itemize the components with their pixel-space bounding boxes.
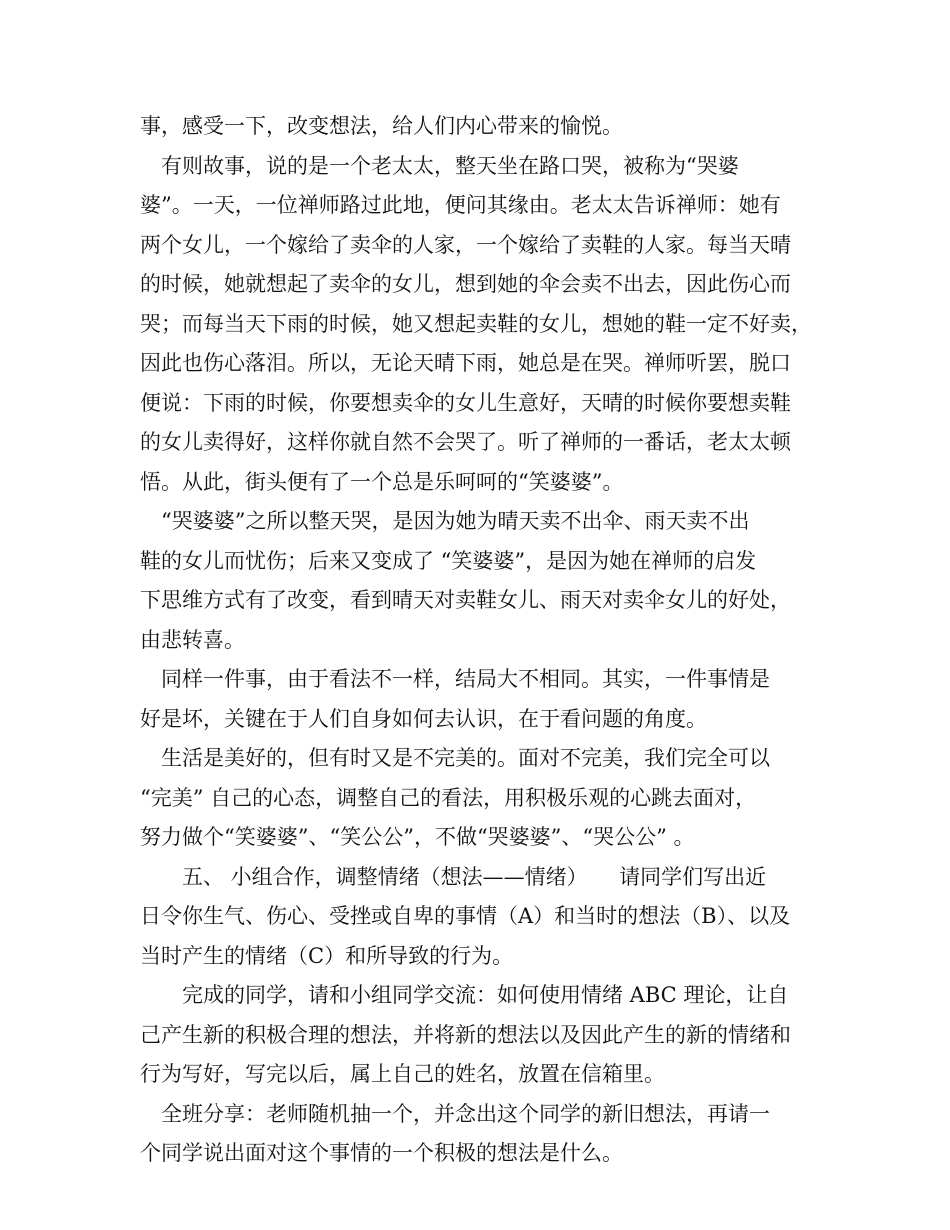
- text-line: 两个女儿，一个嫁给了卖伞的人家，一个嫁给了卖鞋的人家。每当天晴: [140, 232, 791, 257]
- text-line: 生活是美好的，但有时又是不完美的。面对不完美，我们完全可以: [140, 746, 770, 770]
- text-line: 全班分享：老师随机抽一个，并念出这个同学的新旧想法，再请一: [140, 1101, 770, 1126]
- text-line: 事，感受一下，改变想法，给人们内心带来的愉悦。: [140, 114, 623, 138]
- section-heading-line: 五、 小组合作，调整情绪（想法——情绪） 请同学们写出近: [140, 864, 767, 889]
- text-line: 己产生新的积极合理的想法，并将新的想法以及因此产生的新的情绪和: [140, 1022, 791, 1047]
- text-line: 便说：下雨的时候，你要想卖伞的女儿生意好，天晴的时候你要想卖鞋: [140, 390, 791, 415]
- text-line: 行为写好，写完以后，属上自己的姓名，放置在信箱里。: [140, 1062, 665, 1086]
- text-line: 由悲转喜。: [140, 627, 245, 652]
- text-line: 有则故事，说的是一个老太太，整天坐在路口哭，被称为“哭婆: [140, 153, 739, 178]
- text-line: 完成的同学，请和小组同学交流：如何使用情绪 ABC 理论，让自: [140, 983, 789, 1007]
- text-line: 个同学说出面对这个事情的一个积极的想法是什么。: [140, 1141, 623, 1165]
- document-body: [140, 107, 816, 1174]
- text-line: “完美” 自己的心态，调整自己的看法，用积极乐观的心跳去面对，: [140, 785, 757, 810]
- text-line: 悟。从此，街头便有了一个总是乐呵呵的“笑婆婆”。: [140, 469, 624, 494]
- text-line: 鞋的女儿而忧伤；后来又变成了 “笑婆婆”，是因为她在禅师的启发: [140, 548, 757, 573]
- text-line: 日令你生气、伤心、受挫或自卑的事情（A）和当时的想法（B）、以及: [140, 904, 791, 928]
- text-line: 当时产生的情绪（C）和所导致的行为。: [140, 943, 514, 968]
- text-line: 婆”。一天，一位禅师路过此地，便问其缘由。老太太告诉禅师：她有: [140, 193, 781, 217]
- text-line: 同样一件事，由于看法不一样，结局大不相同。其实，一件事情是: [140, 667, 770, 691]
- text-line: 好是坏，关键在于人们自身如何去认识，在于看问题的角度。: [140, 706, 707, 731]
- text-line: 的女儿卖得好，这样你就自然不会哭了。听了禅师的一番话，老太太顿: [140, 430, 791, 454]
- text-line: 的时候，她就想起了卖伞的女儿，想到她的伞会卖不出去，因此伤心而: [140, 272, 791, 296]
- text-line: 下思维方式有了改变，看到晴天对卖鞋女儿、雨天对卖伞女儿的好处，: [140, 588, 791, 612]
- text-line: 哭；而每当天下雨的时候，她又想起卖鞋的女儿，想她的鞋一定不好卖，: [140, 311, 812, 336]
- text-line: 努力做个“笑婆婆”、“笑公公”，不做“哭婆婆”、“哭公公” 。: [140, 825, 695, 849]
- text-line: 因此也伤心落泪。所以，无论天晴下雨，她总是在哭。禅师听罢，脱口: [140, 351, 791, 375]
- text-line: “哭婆婆”之所以整天哭，是因为她为晴天卖不出伞、雨天卖不出: [140, 509, 750, 533]
